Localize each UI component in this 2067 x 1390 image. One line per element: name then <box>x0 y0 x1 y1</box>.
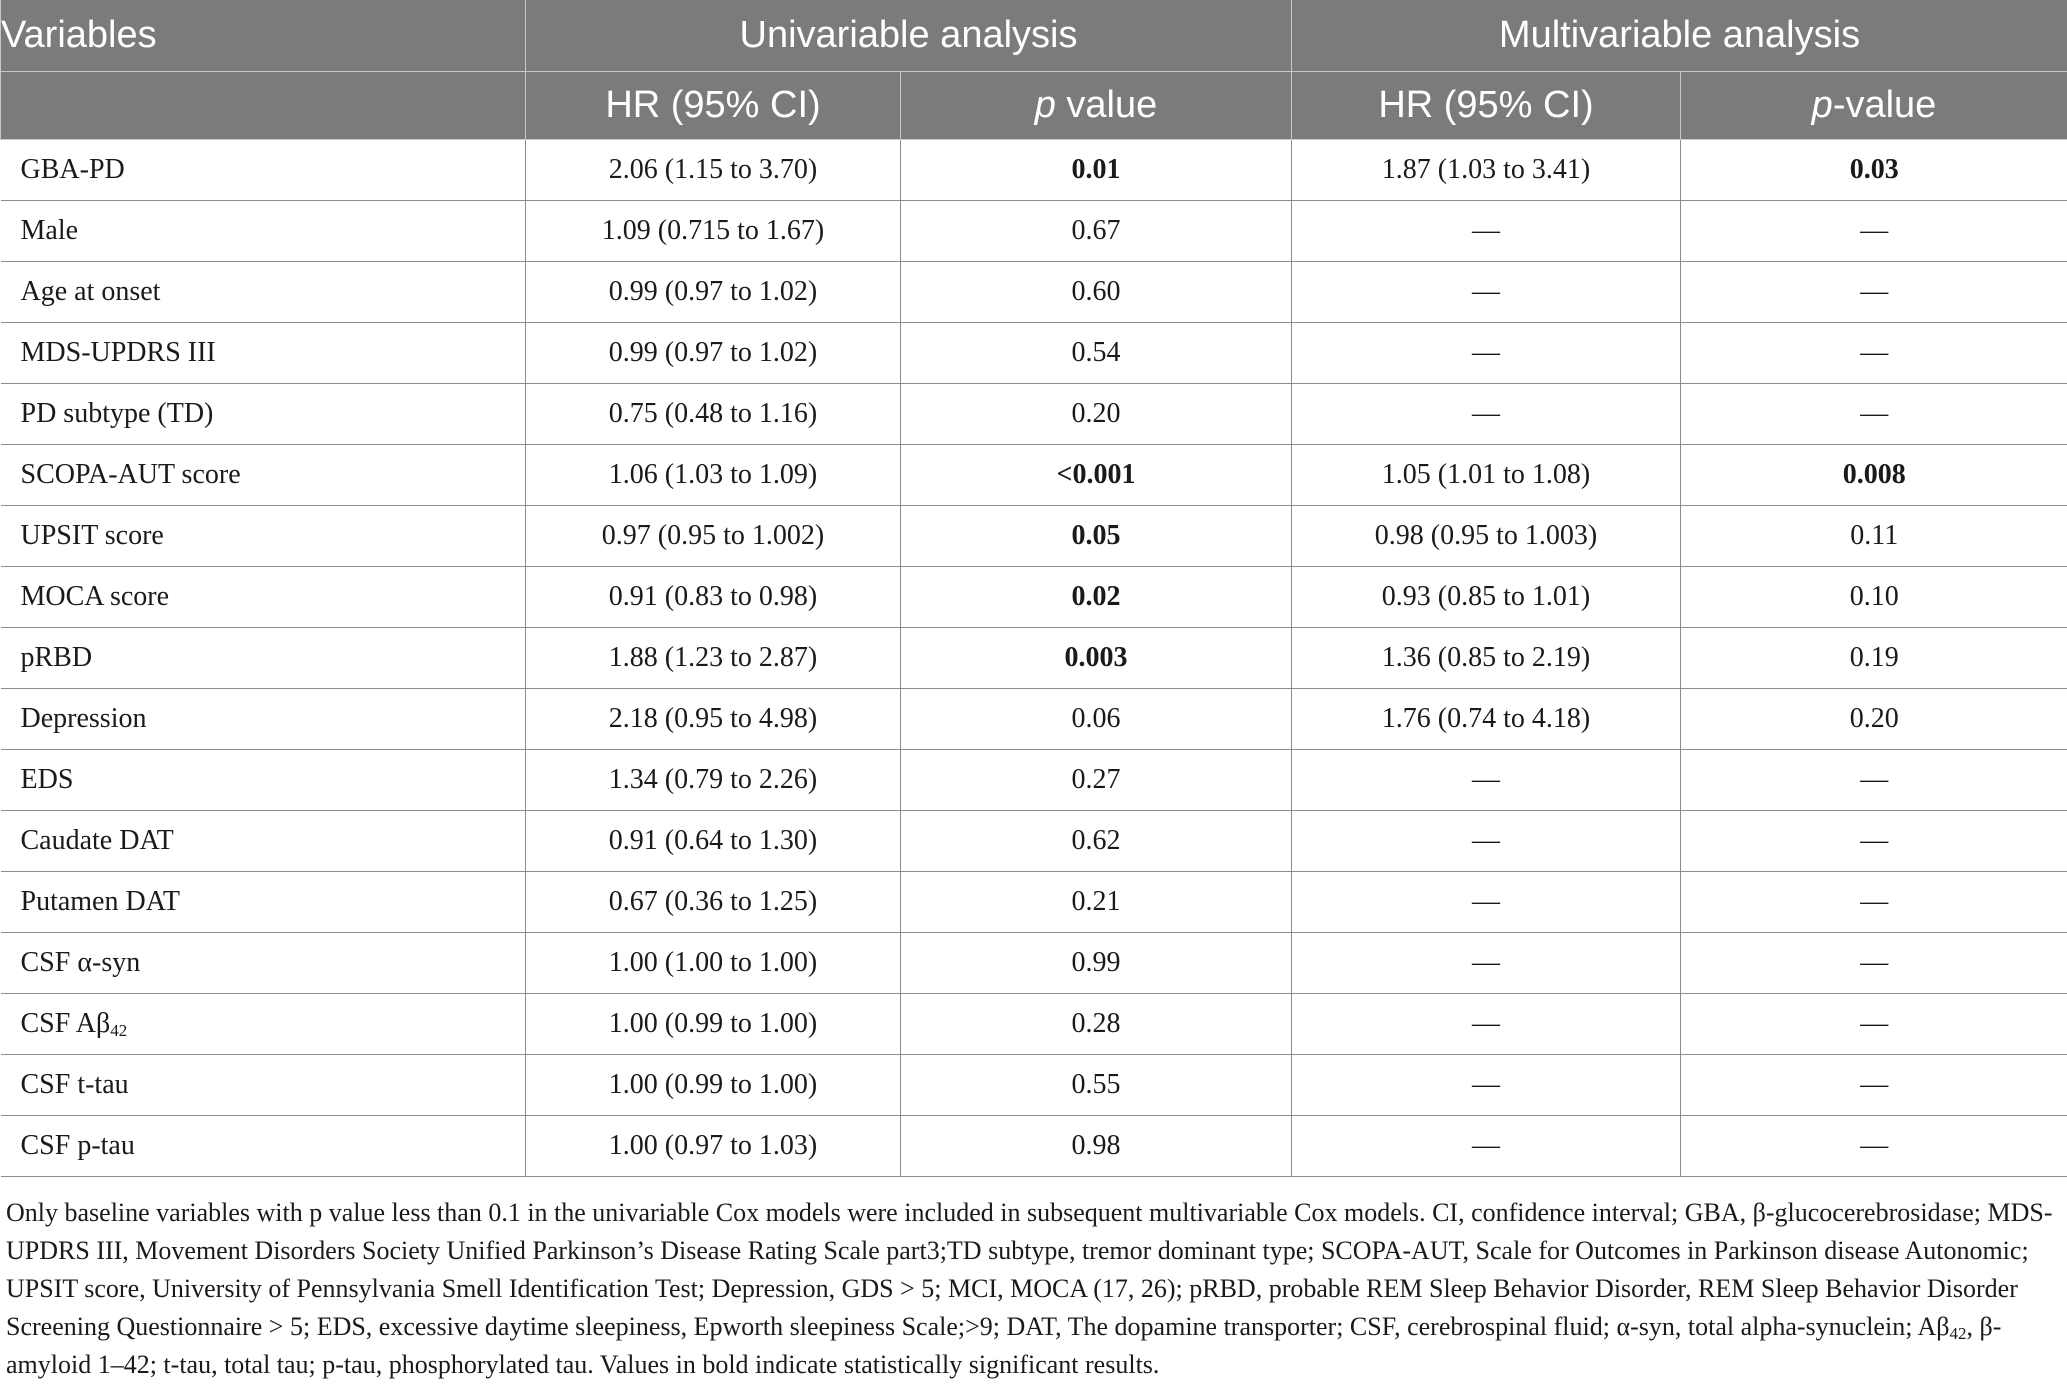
cell-uni-p: 0.67 <box>901 201 1292 262</box>
cell-multi-hr: — <box>1292 323 1681 384</box>
cell-uni-hr: 0.75 (0.48 to 1.16) <box>526 384 901 445</box>
table-row <box>1 933 2067 994</box>
cell-multi-p: — <box>1681 323 2067 384</box>
header-row-1 <box>1 0 2067 72</box>
cell-variable <box>1 506 526 567</box>
variable-label: MDS-UPDRS III <box>20 337 216 368</box>
cell-multi-hr: 1.76 (0.74 to 4.18) <box>1292 689 1681 750</box>
cell-multi-p: — <box>1681 384 2067 445</box>
cell-uni-p: 0.27 <box>901 750 1292 811</box>
variable-label: CSF Aβ <box>20 1008 111 1039</box>
table-row <box>1 689 2067 750</box>
header-empty <box>1 72 526 140</box>
cell-uni-p: 0.98 <box>901 1116 1292 1177</box>
table-row <box>1 750 2067 811</box>
header-uni-p-italic: p <box>1034 84 1056 126</box>
header-row-2 <box>1 72 2067 140</box>
cell-uni-hr: 1.88 (1.23 to 2.87) <box>526 628 901 689</box>
table-row <box>1 628 2067 689</box>
cell-multi-p: — <box>1681 262 2067 323</box>
table-header <box>1 0 2067 140</box>
cell-multi-p: — <box>1681 872 2067 933</box>
header-uni-hr: HR (95% CI) <box>526 72 901 140</box>
variable-label: CSF t-tau <box>20 1069 129 1100</box>
cell-variable <box>1 1055 526 1116</box>
cell-multi-hr: — <box>1292 1055 1681 1116</box>
variable-label: CSF p-tau <box>20 1130 135 1161</box>
variable-label: Age at onset <box>20 276 161 307</box>
table-row <box>1 994 2067 1055</box>
cell-multi-p: 0.11 <box>1681 506 2067 567</box>
cell-variable <box>1 567 526 628</box>
cell-variable <box>1 750 526 811</box>
cell-uni-hr: 0.99 (0.97 to 1.02) <box>526 323 901 384</box>
cell-multi-p: — <box>1681 750 2067 811</box>
cell-variable <box>1 140 526 201</box>
cell-multi-hr: 0.93 (0.85 to 1.01) <box>1292 567 1681 628</box>
cell-multi-hr: 1.36 (0.85 to 2.19) <box>1292 628 1681 689</box>
cell-multi-p: — <box>1681 933 2067 994</box>
cell-multi-hr: 1.05 (1.01 to 1.08) <box>1292 445 1681 506</box>
cell-uni-hr: 0.99 (0.97 to 1.02) <box>526 262 901 323</box>
cell-variable <box>1 872 526 933</box>
cell-uni-p: 0.21 <box>901 872 1292 933</box>
cell-uni-p: 0.003 <box>901 628 1292 689</box>
cell-multi-p: 0.008 <box>1681 445 2067 506</box>
cell-uni-p: 0.62 <box>901 811 1292 872</box>
footnote-part2: , β-amyloid 1–42; t-tau, total tau; p-tau, phosphorylated tau. Values in bold indicate statistically significant results. <box>6 1312 2002 1379</box>
cell-uni-hr: 2.06 (1.15 to 3.70) <box>526 140 901 201</box>
cell-uni-p: 0.02 <box>901 567 1292 628</box>
cell-uni-p: 0.01 <box>901 140 1292 201</box>
header-multivariable: Multivariable analysis <box>1292 0 2067 72</box>
header-multi-p-rest: -value <box>1832 84 1937 126</box>
cell-variable <box>1 201 526 262</box>
table-footnote <box>6 1194 2056 1384</box>
cell-uni-hr: 0.91 (0.64 to 1.30) <box>526 811 901 872</box>
table-row <box>1 811 2067 872</box>
header-uni-p <box>901 72 1292 140</box>
variable-label: SCOPA-AUT score <box>20 459 241 490</box>
cell-uni-hr: 1.06 (1.03 to 1.09) <box>526 445 901 506</box>
cell-multi-p: — <box>1681 994 2067 1055</box>
cell-uni-p: <0.001 <box>901 445 1292 506</box>
table-row <box>1 567 2067 628</box>
table-body <box>1 140 2067 1177</box>
cell-uni-p: 0.06 <box>901 689 1292 750</box>
variable-label: UPSIT score <box>20 520 164 551</box>
footnote-part1: Only baseline variables with p value less than 0.1 in the univariable Cox models were included in subsequent multivariable Cox models. CI, confidence interval; GBA, β-glucocerebrosidase; MDS-UPDRS III, Movement Disorders Society Unified Parkinson’s Disease Rating Scale part3;TD subtype, tremor dominant type; SCOPA-AUT, Scale for Outcomes in Parkinson disease Autonomic; UPSIT score, University of Pennsylvania Smell Identification Test; Depression, GDS > 5; MCI, MOCA (17, 26); pRBD, probable REM Sleep Behavior Disorder, REM Sleep Behavior Disorder Screening Questionnaire > 5; EDS, excessive daytime sleepiness, Epworth sleepiness Scale;>9; DAT, The dopamine transporter; CSF, cerebrospinal fluid; α-syn, total alpha-synuclein; Aβ <box>6 1198 2053 1341</box>
cell-uni-hr: 0.97 (0.95 to 1.002) <box>526 506 901 567</box>
footnote-sub: 42 <box>1949 1324 1967 1343</box>
cell-multi-p: — <box>1681 1116 2067 1177</box>
cell-multi-hr: — <box>1292 933 1681 994</box>
cell-uni-p: 0.99 <box>901 933 1292 994</box>
table-row <box>1 201 2067 262</box>
cell-multi-hr: — <box>1292 994 1681 1055</box>
cell-uni-hr: 1.34 (0.79 to 2.26) <box>526 750 901 811</box>
variable-label: Depression <box>20 703 147 734</box>
cell-multi-hr: — <box>1292 384 1681 445</box>
cell-uni-p: 0.05 <box>901 506 1292 567</box>
cell-variable <box>1 384 526 445</box>
cell-multi-hr: — <box>1292 811 1681 872</box>
cell-variable <box>1 933 526 994</box>
header-multi-hr: HR (95% CI) <box>1292 72 1681 140</box>
cell-multi-p: 0.20 <box>1681 689 2067 750</box>
cell-uni-p: 0.20 <box>901 384 1292 445</box>
cell-variable <box>1 1116 526 1177</box>
variable-label: Putamen DAT <box>20 886 180 917</box>
cell-multi-hr: 1.87 (1.03 to 3.41) <box>1292 140 1681 201</box>
header-univariable: Univariable analysis <box>526 0 1292 72</box>
cell-uni-hr: 0.91 (0.83 to 0.98) <box>526 567 901 628</box>
cell-uni-hr: 1.00 (1.00 to 1.00) <box>526 933 901 994</box>
cell-multi-p: 0.19 <box>1681 628 2067 689</box>
table-row <box>1 262 2067 323</box>
table-row <box>1 872 2067 933</box>
cell-uni-hr: 0.67 (0.36 to 1.25) <box>526 872 901 933</box>
header-multi-p-italic: p <box>1811 84 1833 126</box>
header-uni-p-rest: value <box>1055 84 1158 126</box>
variable-label: Caudate DAT <box>20 825 174 856</box>
cell-uni-hr: 1.00 (0.97 to 1.03) <box>526 1116 901 1177</box>
cell-variable <box>1 811 526 872</box>
cell-multi-hr: — <box>1292 262 1681 323</box>
cell-multi-hr: — <box>1292 1116 1681 1177</box>
variable-label: PD subtype (TD) <box>20 398 214 429</box>
variable-label: EDS <box>20 764 74 795</box>
cell-multi-hr: — <box>1292 872 1681 933</box>
table-row <box>1 323 2067 384</box>
variable-label: CSF α-syn <box>20 947 141 978</box>
header-multi-p <box>1681 72 2067 140</box>
cell-uni-hr: 1.09 (0.715 to 1.67) <box>526 201 901 262</box>
cell-variable <box>1 994 526 1055</box>
cell-multi-p: — <box>1681 201 2067 262</box>
cell-variable <box>1 628 526 689</box>
cell-uni-hr: 1.00 (0.99 to 1.00) <box>526 994 901 1055</box>
cell-uni-p: 0.60 <box>901 262 1292 323</box>
cell-multi-p: 0.03 <box>1681 140 2067 201</box>
table-row <box>1 445 2067 506</box>
variable-label: MOCA score <box>20 581 170 612</box>
variable-subscript: 42 <box>110 1021 128 1040</box>
cell-multi-hr: — <box>1292 201 1681 262</box>
header-variables: Variables <box>1 0 526 72</box>
variable-label: GBA-PD <box>20 154 125 185</box>
cell-variable <box>1 689 526 750</box>
table-row <box>1 1116 2067 1177</box>
table-row <box>1 384 2067 445</box>
cell-uni-hr: 1.00 (0.99 to 1.00) <box>526 1055 901 1116</box>
variable-label: Male <box>20 215 79 246</box>
cell-multi-p: — <box>1681 1055 2067 1116</box>
table-row <box>1 506 2067 567</box>
cell-variable <box>1 445 526 506</box>
cell-uni-hr: 2.18 (0.95 to 4.98) <box>526 689 901 750</box>
cell-multi-hr: — <box>1292 750 1681 811</box>
cell-uni-p: 0.55 <box>901 1055 1292 1116</box>
table-row <box>1 140 2067 201</box>
variable-label: pRBD <box>20 642 93 673</box>
cell-multi-p: — <box>1681 811 2067 872</box>
cell-uni-p: 0.54 <box>901 323 1292 384</box>
cell-variable <box>1 262 526 323</box>
cell-uni-p: 0.28 <box>901 994 1292 1055</box>
cell-multi-hr: 0.98 (0.95 to 1.003) <box>1292 506 1681 567</box>
table-row <box>1 1055 2067 1116</box>
cell-variable <box>1 323 526 384</box>
cell-multi-p: 0.10 <box>1681 567 2067 628</box>
